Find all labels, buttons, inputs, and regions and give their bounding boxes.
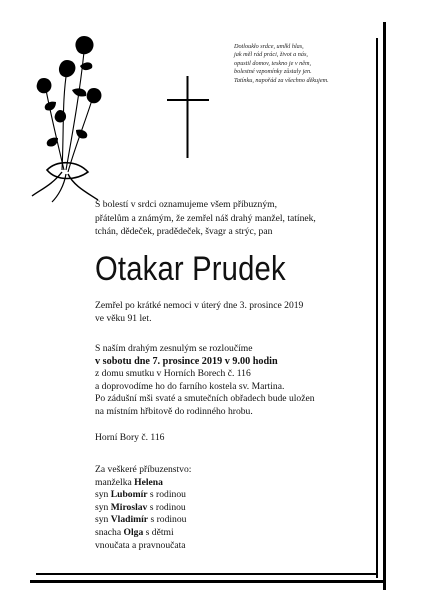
death-info-line: Zemřel po krátké nemoci v úterý dne 3. prosince 2019 bbox=[95, 300, 304, 311]
frame-right-line-outer bbox=[383, 22, 386, 590]
announcement-text bbox=[95, 198, 365, 239]
memorial-poem bbox=[234, 43, 374, 85]
family-member-name: Miroslav bbox=[110, 501, 148, 513]
deceased-name: Otakar Prudek bbox=[95, 250, 286, 288]
frame-bottom-line-outer bbox=[30, 580, 386, 583]
poem-line: jak měl rád práci, život a nás, bbox=[234, 51, 308, 59]
family-member: syn Miroslav s rodinou bbox=[95, 501, 186, 513]
announcement-line: tchán, dědeček, pradědeček, švagr a strýc, pan bbox=[95, 226, 273, 238]
ceremony-line: S naším drahým zesnulým se rozloučíme bbox=[95, 343, 253, 354]
announcement-line: přátelům a známým, že zemřel náš drahý manžel, tatínek, bbox=[95, 212, 316, 224]
cross-icon bbox=[167, 76, 209, 158]
rose-bouquet-icon bbox=[22, 30, 112, 205]
family-footer: vnoučata a pravnoučata bbox=[95, 539, 186, 551]
funeral-ceremony-info bbox=[95, 343, 365, 419]
ceremony-line: z domu smutku v Horních Borech č. 116 bbox=[95, 368, 251, 380]
ceremony-date-time: v sobotu dne 7. prosince 2019 v 9.00 hodin bbox=[95, 355, 278, 367]
ceremony-line: na místním hřbitově do rodinného hrobu. bbox=[95, 405, 253, 417]
frame-bottom-line-inner bbox=[36, 573, 378, 575]
poem-line: Dotloukło srdce, umlkl hlas, bbox=[234, 43, 304, 50]
family-member-name: Olga bbox=[123, 526, 144, 538]
family-header: Za veškeré příbuzenstvo: bbox=[95, 464, 192, 475]
poem-line: Tatínku, napořád za všechno děkujem. bbox=[234, 76, 329, 84]
family-member: manželka Helena bbox=[95, 476, 163, 488]
death-info bbox=[95, 300, 365, 325]
family-member-name: Helena bbox=[134, 476, 163, 488]
poem-line: opustil domov, teskno je v něm, bbox=[234, 59, 312, 67]
ceremony-line: a doprovodíme ho do farního kostela sv. Martina. bbox=[95, 380, 285, 392]
frame-right-line-inner bbox=[376, 38, 378, 578]
family-member-name: Vladimír bbox=[110, 514, 149, 526]
poem-line: bolestné vzpomínky zůstaly jen. bbox=[234, 68, 312, 76]
family-list bbox=[95, 464, 365, 552]
family-member: snacha Olga s dětmi bbox=[95, 526, 174, 538]
death-info-line: ve věku 91 let. bbox=[95, 312, 152, 324]
family-member-name: Lubomír bbox=[110, 489, 148, 501]
place-address: Horní Bory č. 116 bbox=[95, 432, 165, 443]
family-member: syn Lubomír s rodinou bbox=[95, 489, 186, 501]
family-member: syn Vladimír s rodinou bbox=[95, 514, 187, 526]
ceremony-line: Po zádušní mši svaté a smutečních obřadech bude uložen bbox=[95, 393, 315, 405]
announcement-line: S bolestí v srdci oznamujeme všem příbuzným, bbox=[95, 199, 277, 210]
